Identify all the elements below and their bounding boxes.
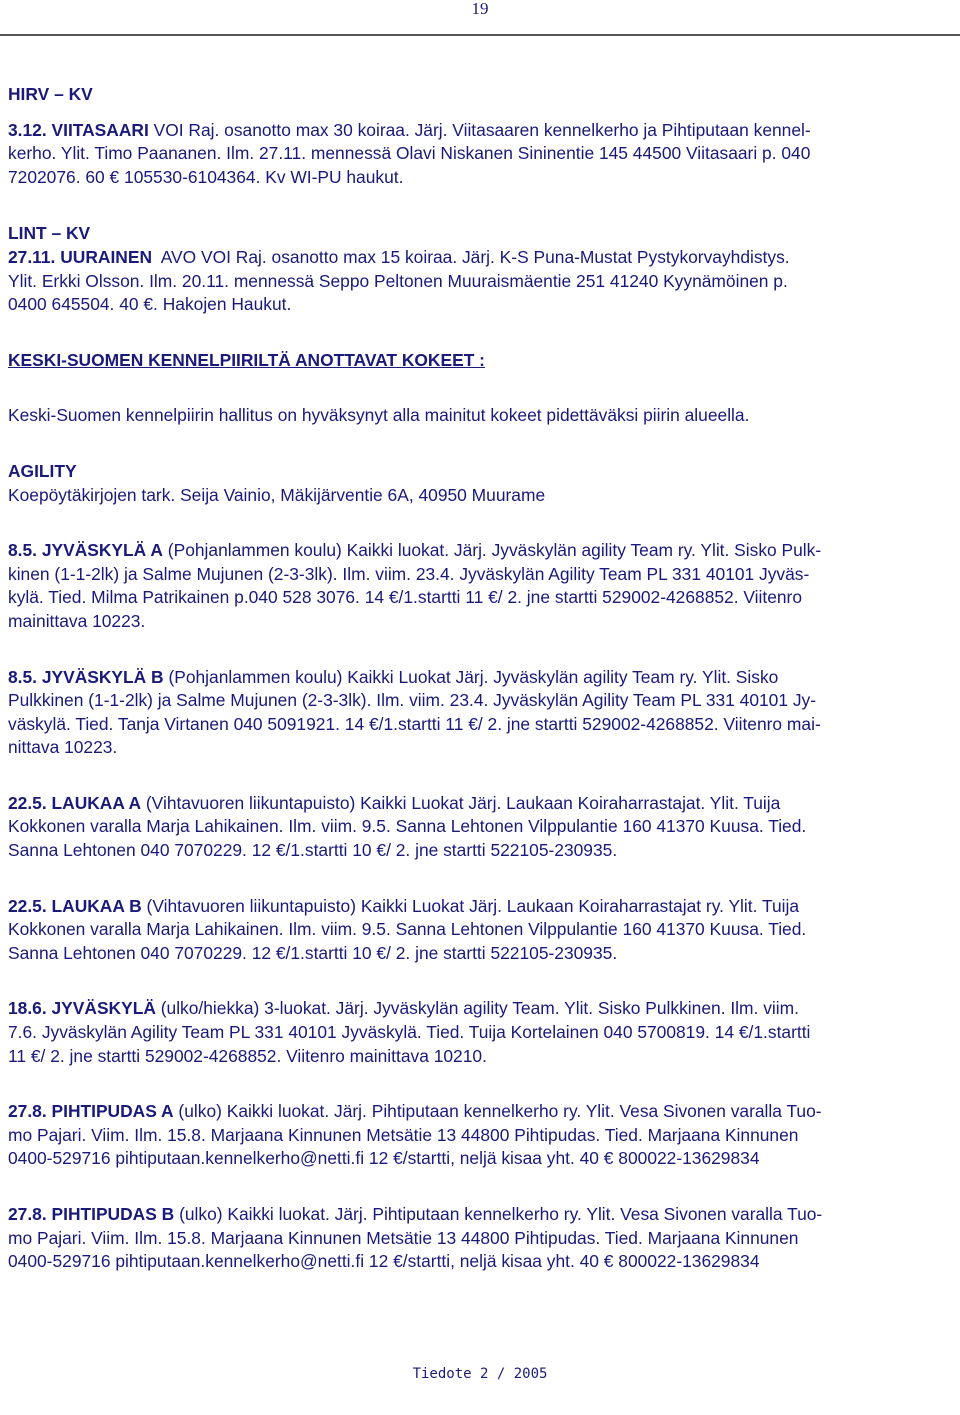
lint-line-0: AVO VOI Raj. osanotto max 15 koiraa. Järj. K-S Puna-Mustat Pystykorvayhdistys. <box>160 246 790 267</box>
agility-event <box>8 539 952 633</box>
agility-event <box>8 997 952 1068</box>
event-line: Sanna Lehtonen 040 7070229. 12 €/1.startti 10 €/ 2. jne startti 522105-230935. <box>8 840 618 861</box>
agility-subline: Koepöytäkirjojen tark. Seija Vainio, Mäkijärventie 6A, 40950 Muurame <box>8 484 546 505</box>
event-line: (Pohjanlammen koulu) Kaikki luokat. Järj. Jyväskylän agility Team ry. Ylit. Sisko Pulk- <box>167 540 822 561</box>
agility-event <box>8 1100 952 1171</box>
document-body <box>8 83 952 1274</box>
agility-event <box>8 1203 952 1274</box>
event-title: 8.5. JYVÄSKYLÄ B <box>8 666 164 687</box>
lint-event-date: 27.11. UURAINEN <box>8 246 153 267</box>
event-line: (ulko/hiekka) 3-luokat. Järj. Jyväskylän agility Team. Ylit. Sisko Pulkkinen. Ilm. viim. <box>160 998 799 1019</box>
event-line: (ulko) Kaikki luokat. Järj. Pihtiputaan kennelkerho ry. Ylit. Vesa Sivonen varalla Tuo- <box>179 1204 823 1224</box>
event-title: 18.6. JYVÄSKYLÄ <box>8 998 156 1019</box>
event-line: Kokkonen varalla Marja Lahikainen. Ilm. viim. 9.5. Sanna Lehtonen Vilppulantie 160 41370 Kuusa. Tied. <box>8 919 807 940</box>
event-title: 27.8. PIHTIPUDAS B <box>8 1204 175 1224</box>
agility-event <box>8 792 952 863</box>
event-line: mo Pajari. Viim. Ilm. 15.8. Marjaana Kinnunen Metsätie 13 44800 Pihtipudas. Tied. Marjaana Kinnunen <box>8 1227 799 1248</box>
hirv-event <box>8 119 952 190</box>
event-line: (ulko) Kaikki luokat. Järj. Pihtiputaan kennelkerho ry. Ylit. Vesa Sivonen varalla Tuo- <box>178 1101 822 1122</box>
event-line: mainittava 10223. <box>8 610 146 631</box>
event-title: 27.8. PIHTIPUDAS A <box>8 1101 174 1122</box>
page-footer: Tiedote 2 / 2005 <box>412 1366 548 1382</box>
agility-event <box>8 895 952 966</box>
event-line: 11 €/ 2. jne startti 529002-4268852. Viitenro mainittava 10210. <box>8 1045 487 1066</box>
agility-heading: AGILITY <box>8 460 77 481</box>
event-title: 22.5. LAUKAA B <box>8 895 142 916</box>
event-line: (Vihtavuoren liikuntapuisto) Kaikki Luokat Järj. Laukaan Koiraharrastajat ry. Ylit. Tuija <box>146 895 800 916</box>
hirv-line-1: kerho. Ylit. Timo Paananen. Ilm. 27.11. mennessä Olavi Niskanen Sininentie 145 44500 Viitasaari p. 040 <box>8 143 811 164</box>
event-line: kylä. Tied. Milma Patrikainen p.040 528 3076. 14 €/1.startti 11 €/ 2. jne startti 529002-4268852. Viitenro <box>8 587 803 608</box>
event-line: (Pohjanlammen koulu) Kaikki Luokat Järj. Jyväskylän agility Team ry. Ylit. Sisko <box>168 666 779 687</box>
lint-line-1: Ylit. Erkki Olsson. Ilm. 20.11. mennessä Seppo Peltonen Muuraismäentie 251 41240 Kyynämöinen p. <box>8 270 788 291</box>
agility-event <box>8 666 952 760</box>
event-line: 0400-529716 pihtiputaan.kennelkerho@netti.fi 12 €/startti, neljä kisaa yht. 40 € 800022-13629834 <box>8 1148 760 1169</box>
event-title: 22.5. LAUKAA A <box>8 792 142 813</box>
lint-event <box>8 246 952 317</box>
event-line: väskylä. Tied. Tanja Virtanen 040 5091921. 14 €/1.startti 11 €/ 2. jne startti 529002-4268852. Viitenro mai- <box>8 713 821 734</box>
keski-suomi-heading: KESKI-SUOMEN KENNELPIIRILTÄ ANOTTAVAT KOKEET : <box>8 349 485 370</box>
event-line: Pulkkinen (1-1-2lk) ja Salme Mujunen (2-3-3lk). Ilm. viim. 23.4. Jyväskylän Agility Team PL 331 40101 Jy- <box>8 690 817 711</box>
event-line: (Vihtavuoren liikuntapuisto) Kaikki Luokat Järj. Laukaan Koiraharrastajat. Ylit. Tuija <box>145 792 781 813</box>
page-number: 19 <box>471 0 489 18</box>
event-title: 8.5. JYVÄSKYLÄ A <box>8 540 163 561</box>
hirv-line-2: 7202076. 60 € 105530-6104364. Kv WI-PU haukut. <box>8 166 404 187</box>
event-line: 7.6. Jyväskylän Agility Team PL 331 40101 Jyväskylä. Tied. Tuija Kortelainen 040 5700819. 14 €/1.startti <box>8 1022 811 1043</box>
event-line: kinen (1-1-2lk) ja Salme Mujunen (2-3-3lk). Ilm. viim. 23.4. Jyväskylän Agility Team PL 331 40101 Jyväs- <box>8 563 810 584</box>
hirv-line-0: VOI Raj. osanotto max 30 koiraa. Järj. Viitasaaren kennelkerho ja Pihtiputaan kennel- <box>153 119 811 140</box>
event-line: nittava 10223. <box>8 737 118 758</box>
keski-suomi-text: Keski-Suomen kennelpiirin hallitus on hyväksynyt alla mainitut kokeet pidettäväksi piirin alueella. <box>8 405 750 426</box>
event-line: 0400-529716 pihtiputaan.kennelkerho@netti.fi 12 €/startti, neljä kisaa yht. 40 € 800022-13629834 <box>8 1251 760 1272</box>
event-line: Kokkonen varalla Marja Lahikainen. Ilm. viim. 9.5. Sanna Lehtonen Vilppulantie 160 41370 Kuusa. Tied. <box>8 816 807 837</box>
event-line: Sanna Lehtonen 040 7070229. 12 €/1.startti 10 €/ 2. jne startti 522105-230935. <box>8 942 618 963</box>
header-rule <box>0 34 960 36</box>
lint-line-2: 0400 645504. 40 €. Hakojen Haukut. <box>8 294 292 315</box>
event-line: mo Pajari. Viim. Ilm. 15.8. Marjaana Kinnunen Metsätie 13 44800 Pihtipudas. Tied. Marjaana Kinnunen <box>8 1124 799 1145</box>
hirv-event-date: 3.12. VIITASAARI <box>8 119 149 140</box>
hirv-heading: HIRV – KV <box>8 84 93 104</box>
lint-heading: LINT – KV <box>8 223 91 244</box>
